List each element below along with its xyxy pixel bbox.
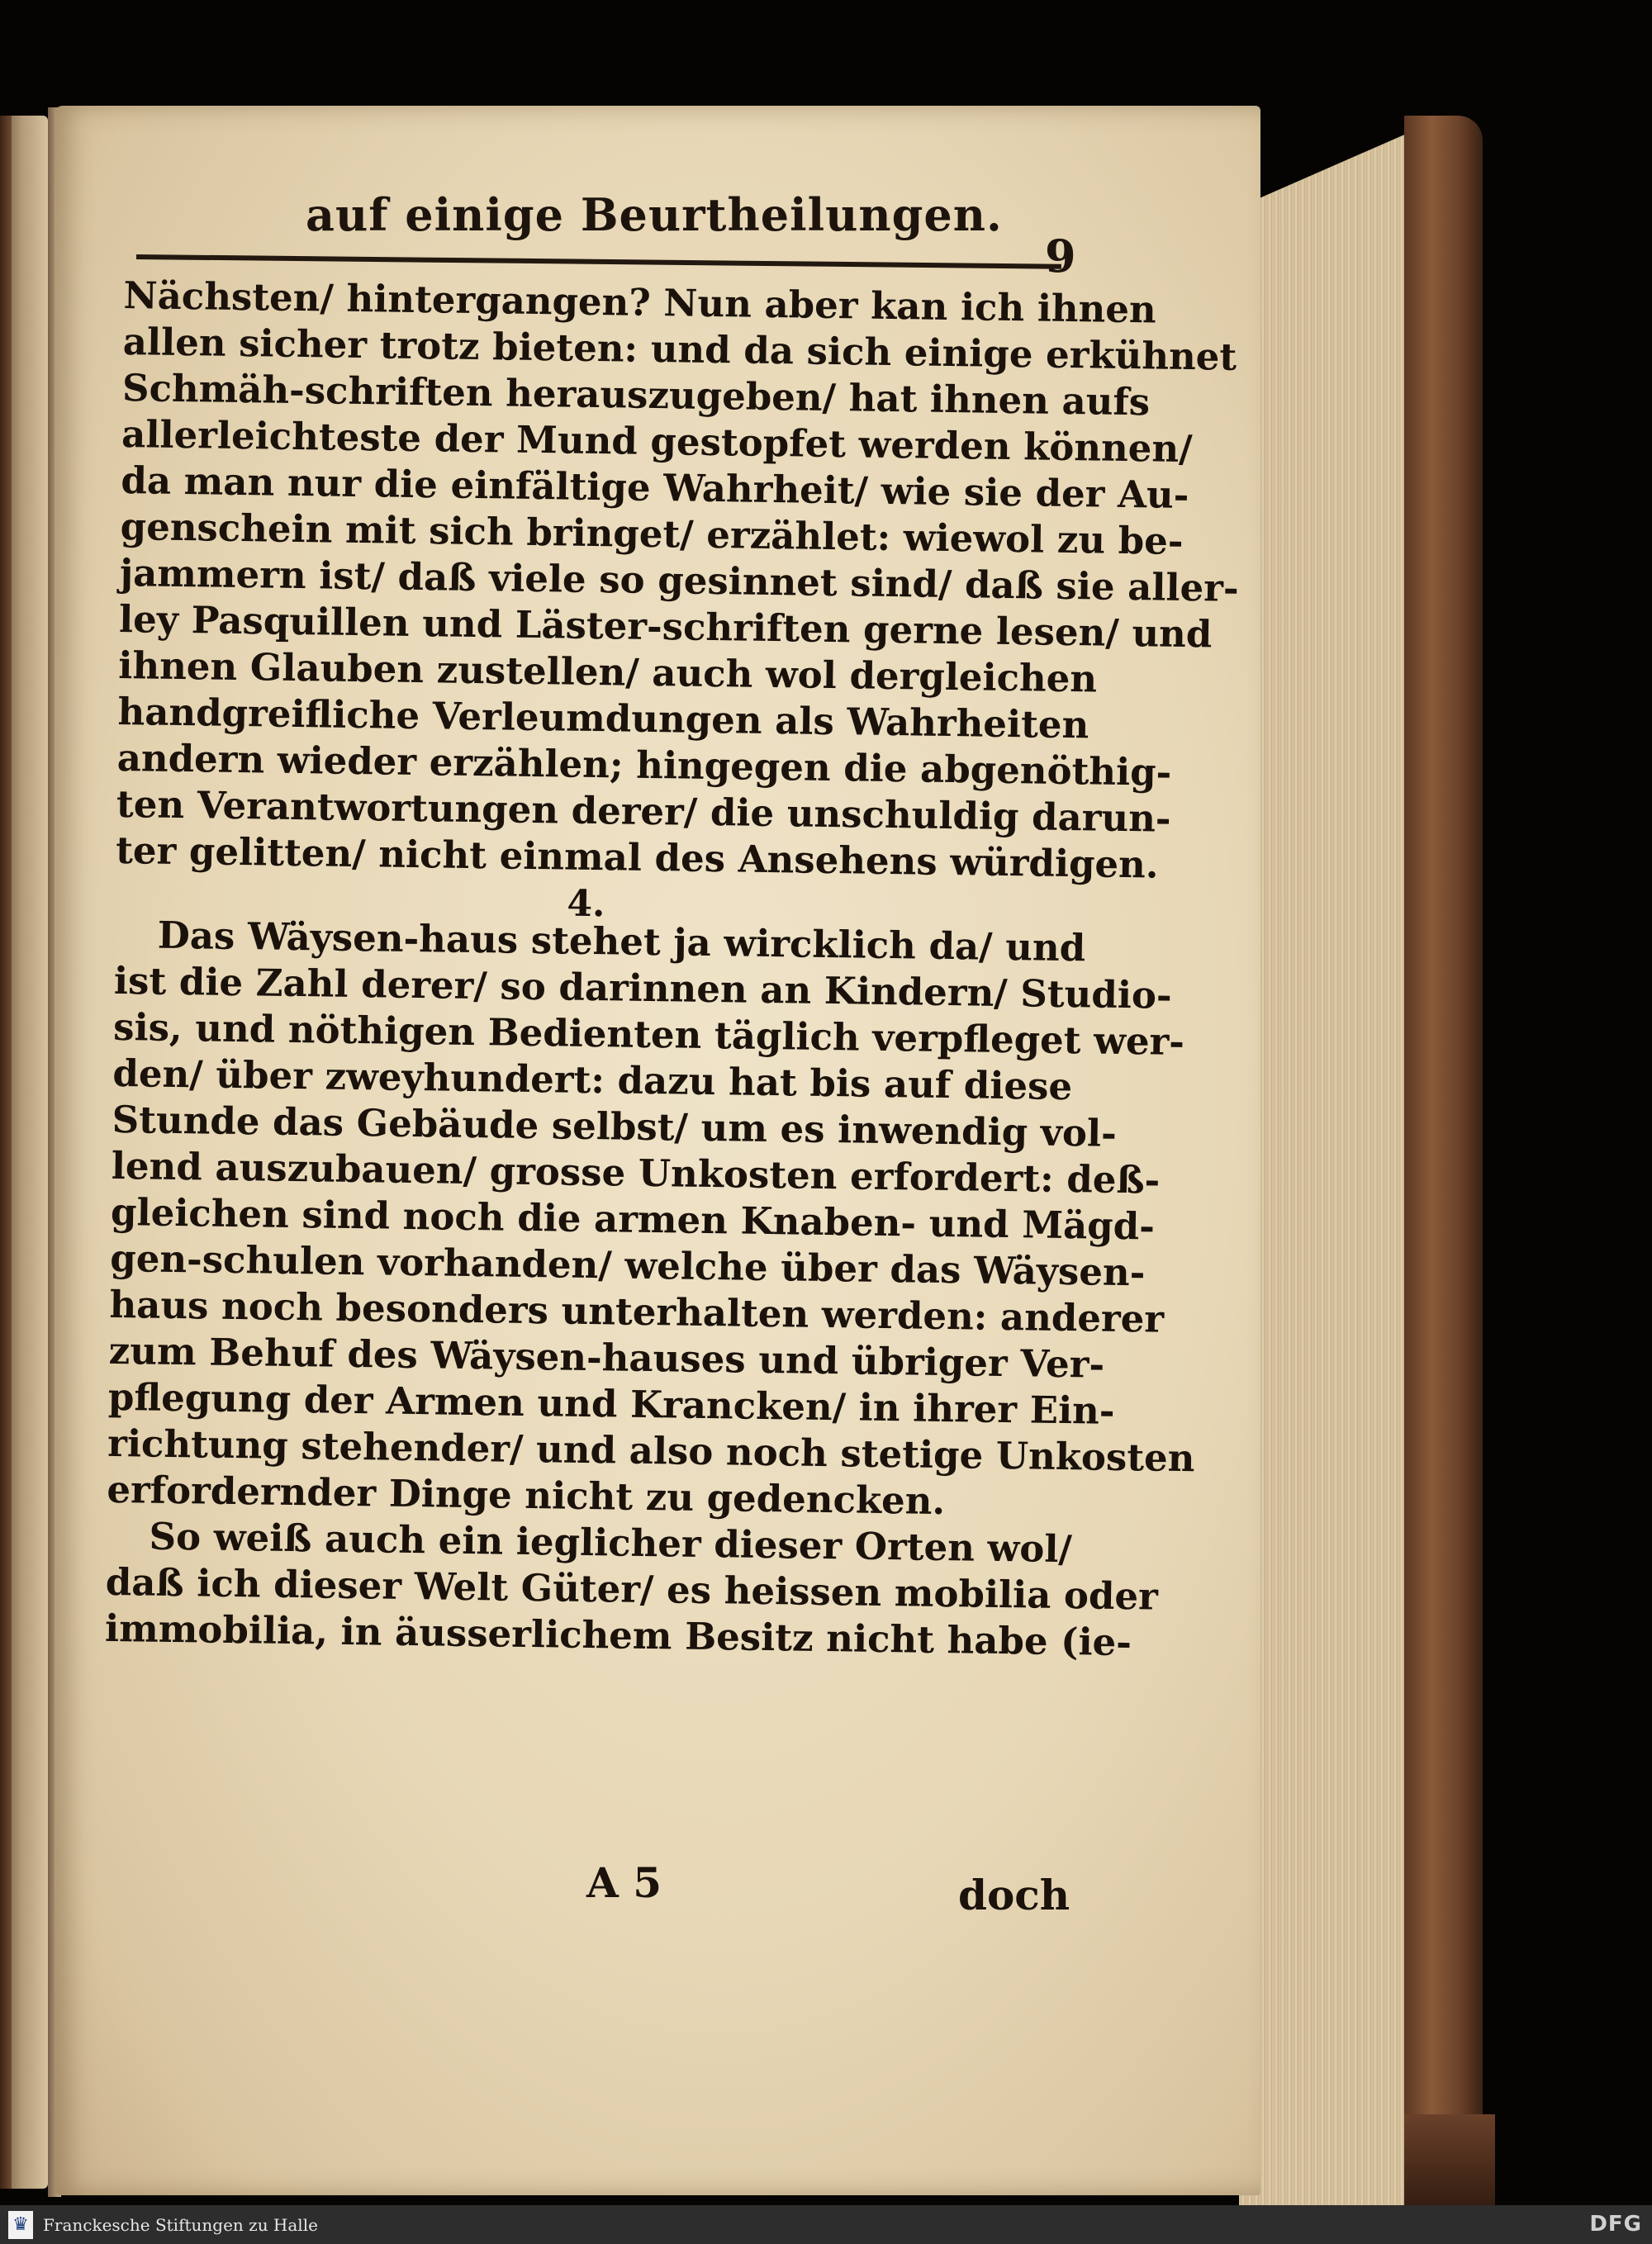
text-line: daß ich dieser Welt Güter/ es heissen mobilia oder: [105, 1559, 1159, 1619]
text-line: richtung stehender/ und also noch stetige Unkosten: [107, 1421, 1195, 1481]
text-line: haus noch besonders unterhalten werden: anderer: [109, 1282, 1165, 1341]
text-line: da man nur die einfältige Wahrheit/ wie sie der Au-: [121, 458, 1189, 518]
text-line: Das Wäysen-haus stehet ja wircklich da/ und: [157, 913, 1086, 970]
footer-bar: [0, 2205, 1652, 2244]
dfg-logo: DFG: [1589, 2212, 1642, 2237]
text-line: genschein mit sich bringet/ erzählet: wiewol zu be-: [120, 504, 1184, 563]
text-line: allerleichteste der Mund gestopfet werden können/: [121, 411, 1193, 472]
catchword: doch: [958, 1871, 1070, 1919]
text-line: pflegung der Armen und Krancken/ in ihrer Ein-: [107, 1374, 1115, 1433]
text-line: handgreifliche Verleumdungen als Wahrheiten: [117, 689, 1089, 747]
text-line: Nächsten/ hintergangen? Nun aber kan ich ihnen: [123, 273, 1157, 332]
text-line: So weiß auch ein ieglicher dieser Orten wol/: [149, 1514, 1073, 1572]
book-cover-spine: [1404, 116, 1483, 2230]
page-number: 9: [1045, 230, 1076, 282]
page-body: [104, 273, 1239, 1665]
text-line: andern wieder erzählen; hingegen die abgenöthig-: [116, 735, 1172, 795]
page-block-edge: [1239, 124, 1429, 2205]
text-line: zum Behuf des Wäysen-hauses und übriger Ver-: [108, 1328, 1105, 1387]
text-line: den/ über zweyhundert: dazu hat bis auf diese: [112, 1051, 1073, 1109]
text-line: Stunde das Gebäude selbst/ um es inwendig vol-: [112, 1097, 1118, 1155]
text-line: ten Verantwortungen derer/ die unschuldig darun-: [116, 781, 1171, 841]
text-line: ter gelitten/ nicht einmal des Ansehens würdigen.: [115, 828, 1159, 887]
text-line: lend auszubauen/ grosse Unkosten erfordert: deß-: [111, 1143, 1161, 1203]
francke-foundations-emblem-icon: ♛: [8, 2211, 33, 2239]
text-line: sis, und nöthigen Bedienten täglich verpfleget wer-: [112, 1004, 1185, 1065]
running-head: auf einige Beurtheilungen.: [306, 188, 1003, 241]
left-binding: [0, 116, 12, 2189]
text-line: gen-schulen vorhanden/ welche über das Wäysen-: [109, 1236, 1146, 1295]
left-page-edge: [0, 116, 48, 2189]
text-line: ist die Zahl derer/ so darinnen an Kindern/ Studio-: [113, 958, 1172, 1018]
text-line: jammern ist/ daß viele so gesinnet sind/ daß sie aller-: [119, 550, 1239, 610]
text-line: gleichen sind noch die armen Knaben- und Mägd-: [110, 1189, 1156, 1249]
section-number: 4.: [567, 882, 605, 926]
text-line: allen sicher trotz bieten: und da sich einige erkühnet: [122, 319, 1237, 379]
text-line: ley Pasquillen und Läster-schriften gerne lesen/ und: [118, 596, 1213, 657]
footer-institution: Franckesche Stiftungen zu Halle: [43, 2214, 318, 2235]
text-line: Schmäh-schriften herauszugeben/ hat ihnen aufs: [121, 365, 1151, 425]
text-line: immobilia, in äusserlichem Besitz nicht habe (ie-: [104, 1606, 1132, 1665]
signature-mark: A 5: [586, 1858, 662, 1907]
text-line: erfordernder Dinge nicht zu gedencken.: [107, 1467, 946, 1524]
text-line: ihnen Glauben zustellen/ auch wol dergleichen: [117, 643, 1098, 701]
